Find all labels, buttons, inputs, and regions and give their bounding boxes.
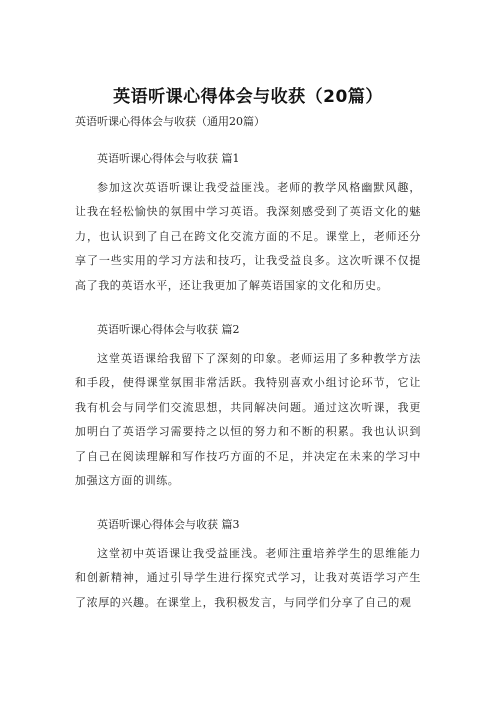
section-heading-2: 英语听课心得体会与收获 篇2	[97, 323, 240, 336]
document-title: 英语听课心得体会与收获（20篇）	[113, 87, 383, 107]
section-body-2: 这堂英语课给我留下了深刻的印象。老师运用了多种教学方法和手段，使得课堂氛围非常活跃。我特别喜欢小组讨论环节，它让我有机会与同学们交流思想，共同解决问题。通过这次听课，我更加明白了英语学习需要持之以恒的努力和不断的积累。我也认识到了自己在阅读理解和写作技巧方面的不足，并决定在未来的学习中加强这方面的训练。	[75, 352, 421, 488]
section-body-3: 这堂初中英语课让我受益匪浅。老师注重培养学生的思维能力和创新精神，通过引导学生进行探究式学习，让我对英语学习产生了浓厚的兴趣。在课堂上，我积极发言，与同学们分享了自己的观	[75, 547, 421, 609]
section-body-1: 参加这次英语听课让我受益匪浅。老师的教学风格幽默风趣，让我在轻松愉快的氛围中学习英语。我深刻感受到了英语文化的魅力，也认识到了自己在跨文化交流方面的不足。课堂上，老师还分享了一些实用的学习方法和技巧，让我受益良多。这次听课不仅提高了我的英语水平，还让我更加了解英语国家的文化和历史。	[75, 181, 421, 292]
document-subtitle: 英语听课心得体会与收获（通用20篇）	[75, 115, 265, 128]
section-heading-1: 英语听课心得体会与收获 篇1	[97, 152, 240, 165]
section-heading-3: 英语听课心得体会与收获 篇3	[97, 518, 240, 531]
